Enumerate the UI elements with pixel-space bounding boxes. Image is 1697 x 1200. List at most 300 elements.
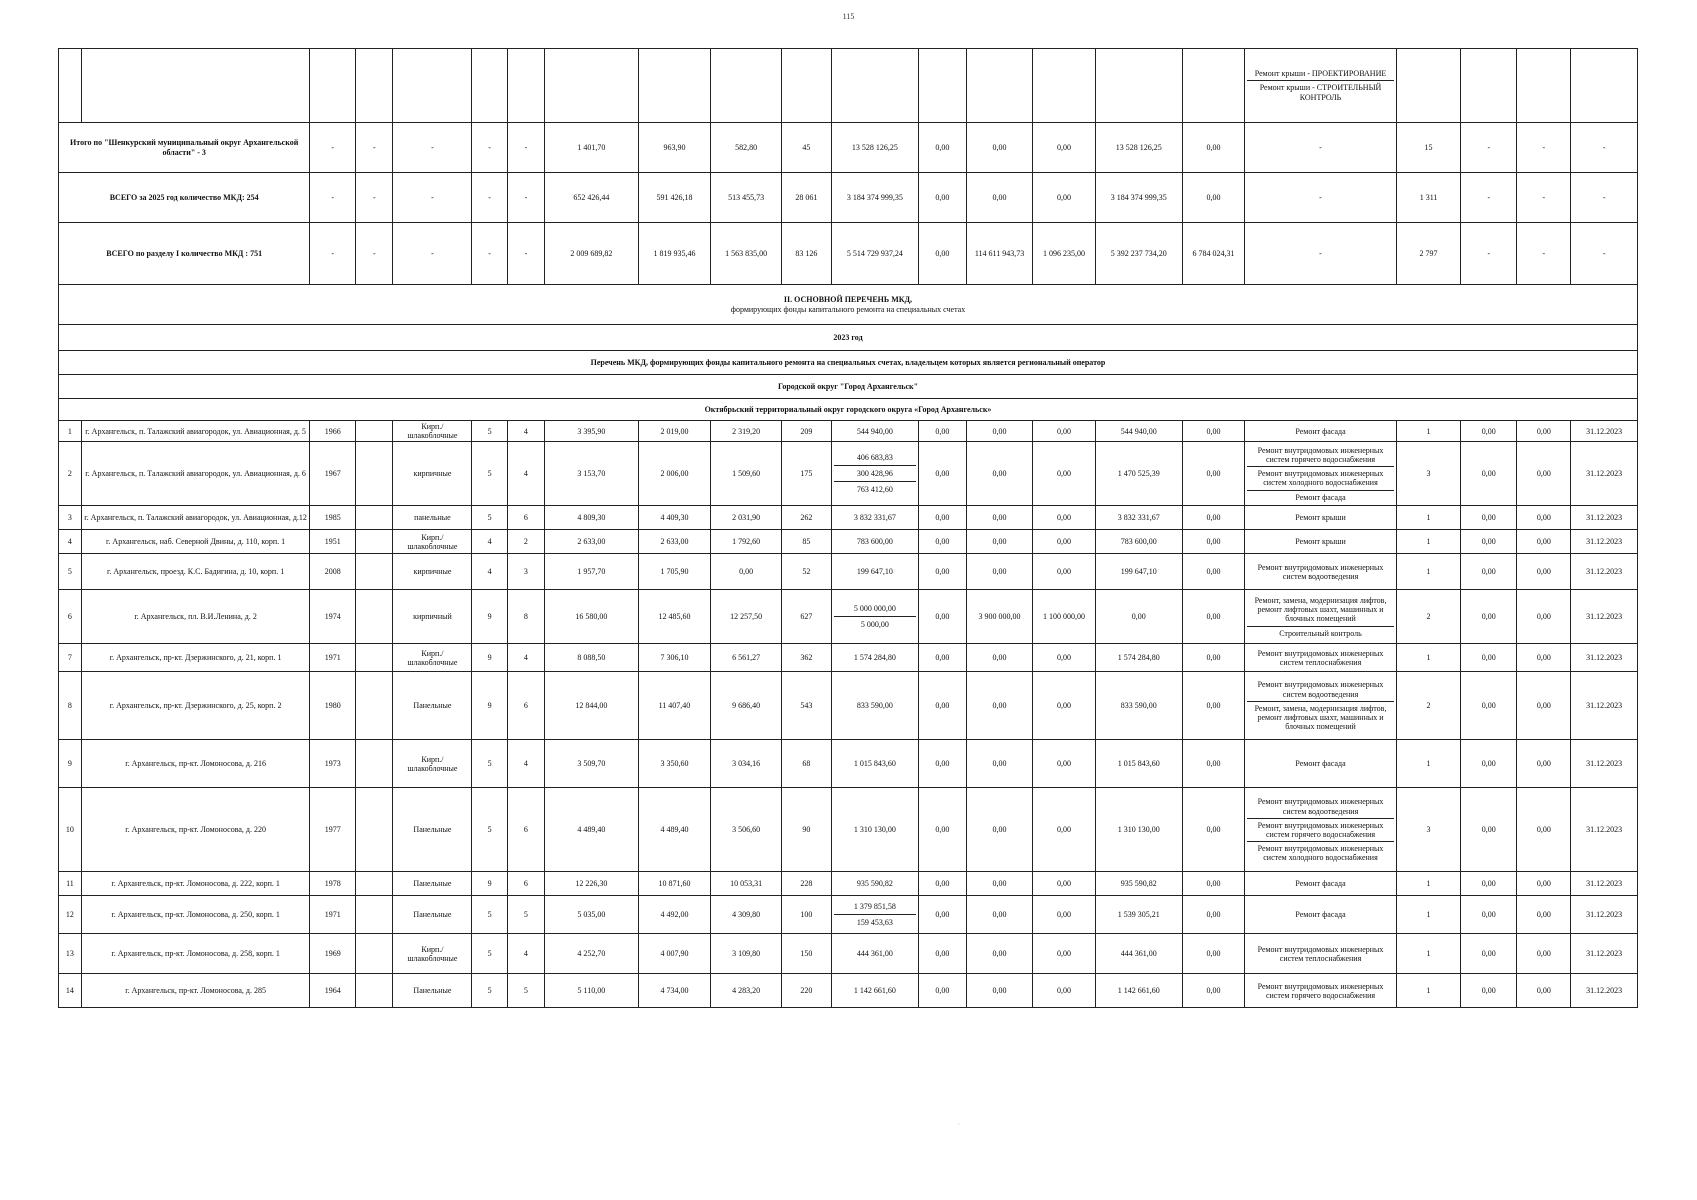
area-premises: 12 485,60 bbox=[638, 590, 711, 644]
col-19: 0,00 bbox=[1461, 421, 1517, 442]
col-20: 0,00 bbox=[1517, 590, 1571, 644]
col-19: 0,00 bbox=[1461, 590, 1517, 644]
work-types bbox=[1245, 934, 1397, 974]
year-built: 1969 bbox=[310, 934, 356, 974]
wall-material: Кирп./ шлакоблочные bbox=[393, 421, 472, 442]
floors: 5 bbox=[472, 506, 507, 530]
cost-total bbox=[831, 442, 918, 506]
work-count: 1 bbox=[1396, 740, 1460, 788]
fund-other: 0,00 bbox=[1182, 421, 1244, 442]
work-item: Ремонт фасада bbox=[1295, 492, 1346, 502]
floors: 9 bbox=[472, 872, 507, 896]
end-date: 31.12.2023 bbox=[1571, 788, 1638, 872]
address: г. Архангельск, п. Талажский авиагородок, ул. Авиационная, д. 5 bbox=[81, 421, 310, 442]
work-types bbox=[1245, 442, 1397, 506]
summary-c5: - bbox=[393, 173, 472, 223]
area-premises: 10 871,60 bbox=[638, 872, 711, 896]
summary-c21: - bbox=[1571, 223, 1638, 285]
col-4 bbox=[356, 896, 393, 934]
work-types bbox=[1245, 590, 1397, 644]
address: г. Архангельск, пл. В.И.Ленина, д. 2 bbox=[81, 590, 310, 644]
fund-local: 0,00 bbox=[1033, 442, 1095, 506]
area-premises: 2 006,00 bbox=[638, 442, 711, 506]
fund-other: 0,00 bbox=[1182, 442, 1244, 506]
residents: 100 bbox=[781, 896, 831, 934]
work-item: Ремонт фасада bbox=[1295, 879, 1346, 889]
area-residential: 2 031,90 bbox=[711, 506, 782, 530]
fund-federal: 0,00 bbox=[919, 896, 967, 934]
wall-material: Панельные bbox=[393, 974, 472, 1008]
summary-c3: - bbox=[310, 123, 356, 173]
work-item: Ремонт крыши - ПРОЕКТИРОВАНИЕ bbox=[1247, 67, 1394, 81]
fund-other: 0,00 bbox=[1182, 740, 1244, 788]
summary-area-premises: 591 426,18 bbox=[638, 173, 711, 223]
summary-c5: - bbox=[393, 123, 472, 173]
col-20: 0,00 bbox=[1517, 530, 1571, 554]
wall-material: кирпичные bbox=[393, 554, 472, 590]
residents: 627 bbox=[781, 590, 831, 644]
summary-work: - bbox=[1245, 223, 1397, 285]
fund-federal: 0,00 bbox=[919, 554, 967, 590]
col-20: 0,00 bbox=[1517, 740, 1571, 788]
cost-item: 783 600,00 bbox=[856, 537, 893, 547]
summary-c7: - bbox=[507, 173, 544, 223]
entrances: 2 bbox=[507, 530, 544, 554]
summary-fund-regional: 0,00 bbox=[966, 173, 1032, 223]
cost-total bbox=[831, 506, 918, 530]
entrances: 4 bbox=[507, 934, 544, 974]
heading-row-subdistrict bbox=[59, 399, 1638, 421]
table-row bbox=[59, 672, 1638, 740]
area-premises: 1 705,90 bbox=[638, 554, 711, 590]
summary-row bbox=[59, 223, 1638, 285]
col-20: 0,00 bbox=[1517, 442, 1571, 506]
area-total: 3 153,70 bbox=[545, 442, 638, 506]
row-number: 8 bbox=[59, 672, 82, 740]
work-item: Ремонт внутридомовых инженерных систем водоотведения bbox=[1247, 795, 1394, 818]
cost-item: 1 142 661,60 bbox=[853, 986, 896, 996]
area-residential: 3 506,60 bbox=[711, 788, 782, 872]
fund-owners: 1 539 305,21 bbox=[1095, 896, 1182, 934]
work-item: Ремонт внутридомовых инженерных систем холодного водоснабжения bbox=[1247, 467, 1394, 490]
row-number: 7 bbox=[59, 644, 82, 672]
year-built: 1974 bbox=[310, 590, 356, 644]
end-date: 31.12.2023 bbox=[1571, 872, 1638, 896]
fund-owners: 444 361,00 bbox=[1095, 934, 1182, 974]
cost-item: 5 000,00 bbox=[860, 620, 889, 630]
summary-area-total: 2 009 689,82 bbox=[545, 223, 638, 285]
floors: 5 bbox=[472, 934, 507, 974]
col-20: 0,00 bbox=[1517, 934, 1571, 974]
cost-total bbox=[831, 974, 918, 1008]
summary-area-total: 1 401,70 bbox=[545, 123, 638, 173]
fund-federal: 0,00 bbox=[919, 421, 967, 442]
work-types bbox=[1245, 788, 1397, 872]
col-4 bbox=[356, 530, 393, 554]
entrances: 3 bbox=[507, 554, 544, 590]
work-item: Ремонт фасада bbox=[1295, 426, 1346, 436]
floors: 5 bbox=[472, 974, 507, 1008]
col-20: 0,00 bbox=[1517, 672, 1571, 740]
year-built: 1977 bbox=[310, 788, 356, 872]
summary-area-premises: 963,90 bbox=[638, 123, 711, 173]
summary-fund-other: 0,00 bbox=[1182, 173, 1244, 223]
page-number: 115 bbox=[842, 12, 855, 21]
end-date: 31.12.2023 bbox=[1571, 896, 1638, 934]
cost-item: 1 015 843,60 bbox=[853, 759, 896, 769]
summary-residents: 83 126 bbox=[781, 223, 831, 285]
floors: 5 bbox=[472, 788, 507, 872]
wall-material: Кирп./ шлакоблочные bbox=[393, 530, 472, 554]
heading-row-district bbox=[59, 375, 1638, 399]
fund-federal: 0,00 bbox=[919, 644, 967, 672]
fund-regional: 0,00 bbox=[966, 442, 1032, 506]
work-item: Ремонт, замена, модернизация лифтов, ремонт лифтовых шахт, машинных и блочных помещений bbox=[1247, 594, 1394, 627]
fund-regional: 0,00 bbox=[966, 530, 1032, 554]
work-count: 1 bbox=[1396, 554, 1460, 590]
fund-local: 0,00 bbox=[1033, 740, 1095, 788]
register-table bbox=[58, 48, 1638, 1008]
address: г. Архангельск, пр-кт. Ломоносова, д. 220 bbox=[81, 788, 310, 872]
work-count: 1 bbox=[1396, 506, 1460, 530]
fund-local: 0,00 bbox=[1033, 788, 1095, 872]
work-item: Ремонт, замена, модернизация лифтов, ремонт лифтовых шахт, машинных и блочных помещений bbox=[1254, 703, 1387, 732]
area-residential: 6 561,27 bbox=[711, 644, 782, 672]
cost-total bbox=[831, 421, 918, 442]
residents: 228 bbox=[781, 872, 831, 896]
fund-federal: 0,00 bbox=[919, 530, 967, 554]
year-built: 1980 bbox=[310, 672, 356, 740]
work-item: Ремонт внутридомовых инженерных систем холодного водоснабжения bbox=[1257, 844, 1384, 863]
area-residential: 0,00 bbox=[711, 554, 782, 590]
summary-c19: - bbox=[1461, 223, 1517, 285]
fund-other: 0,00 bbox=[1182, 896, 1244, 934]
summary-c21: - bbox=[1571, 173, 1638, 223]
col-19: 0,00 bbox=[1461, 672, 1517, 740]
fund-regional: 0,00 bbox=[966, 506, 1032, 530]
cost-item: 5 000 000,00 bbox=[834, 601, 916, 617]
end-date: 31.12.2023 bbox=[1571, 590, 1638, 644]
row-number: 1 bbox=[59, 421, 82, 442]
scan-mark: · bbox=[958, 1122, 960, 1128]
work-item: Ремонт внутридомовых инженерных систем горячего водоснабжения bbox=[1257, 981, 1384, 1000]
address: г. Архангельск, пр-кт. Ломоносова, д. 250, корп. 1 bbox=[81, 896, 310, 934]
row-number: 4 bbox=[59, 530, 82, 554]
fund-regional: 0,00 bbox=[966, 644, 1032, 672]
summary-fund-owners: 13 528 126,25 bbox=[1095, 123, 1182, 173]
entrances: 6 bbox=[507, 788, 544, 872]
summary-c7: - bbox=[507, 223, 544, 285]
area-premises: 11 407,40 bbox=[638, 672, 711, 740]
residents: 68 bbox=[781, 740, 831, 788]
residents: 362 bbox=[781, 644, 831, 672]
address: г. Архангельск, пр-кт. Ломоносова, д. 216 bbox=[81, 740, 310, 788]
fund-owners: 1 574 284,80 bbox=[1095, 644, 1182, 672]
heading-subdistrict: Октябрьский территориальный округ городского округа «Город Архангельск» bbox=[59, 399, 1638, 421]
work-count: 2 bbox=[1396, 590, 1460, 644]
end-date: 31.12.2023 bbox=[1571, 644, 1638, 672]
wall-material: Кирп./ шлакоблочные bbox=[393, 740, 472, 788]
fund-owners: 544 940,00 bbox=[1095, 421, 1182, 442]
fund-other: 0,00 bbox=[1182, 872, 1244, 896]
entrances: 6 bbox=[507, 506, 544, 530]
summary-area-premises: 1 819 935,46 bbox=[638, 223, 711, 285]
year-built: 1971 bbox=[310, 896, 356, 934]
summary-fund-other: 6 784 024,31 bbox=[1182, 223, 1244, 285]
area-total: 12 226,30 bbox=[545, 872, 638, 896]
wall-material: Кирп./ шлакоблочные bbox=[393, 934, 472, 974]
section-subtitle: формирующих фонды капитального ремонта на специальных счетах bbox=[730, 304, 966, 314]
year-built: 1964 bbox=[310, 974, 356, 1008]
fund-regional: 0,00 bbox=[966, 421, 1032, 442]
area-total: 5 110,00 bbox=[545, 974, 638, 1008]
area-total: 1 957,70 bbox=[545, 554, 638, 590]
col-19: 0,00 bbox=[1461, 872, 1517, 896]
row-number: 12 bbox=[59, 896, 82, 934]
cost-item: 544 940,00 bbox=[856, 426, 893, 436]
table-row bbox=[59, 740, 1638, 788]
area-residential: 4 309,80 bbox=[711, 896, 782, 934]
area-premises: 3 350,60 bbox=[638, 740, 711, 788]
summary-fund-federal: 0,00 bbox=[919, 123, 967, 173]
cost-total bbox=[831, 590, 918, 644]
table-row bbox=[59, 644, 1638, 672]
wall-material: Кирп./ шлакоблочные bbox=[393, 644, 472, 672]
cost-item: 406 683,83 bbox=[834, 450, 916, 466]
row-number: 14 bbox=[59, 974, 82, 1008]
work-types bbox=[1245, 554, 1397, 590]
col-19: 0,00 bbox=[1461, 740, 1517, 788]
summary-c20: - bbox=[1517, 223, 1571, 285]
fund-other: 0,00 bbox=[1182, 788, 1244, 872]
fund-other: 0,00 bbox=[1182, 590, 1244, 644]
address: г. Архангельск, пр-кт. Дзержинского, д. 25, корп. 2 bbox=[81, 672, 310, 740]
area-premises: 4 734,00 bbox=[638, 974, 711, 1008]
residents: 220 bbox=[781, 974, 831, 1008]
end-date: 31.12.2023 bbox=[1571, 974, 1638, 1008]
work-count: 1 bbox=[1396, 421, 1460, 442]
work-item: Ремонт внутридомовых инженерных систем теплоснабжения bbox=[1257, 944, 1384, 963]
table-row bbox=[59, 506, 1638, 530]
residents: 175 bbox=[781, 442, 831, 506]
cost-item: 1 379 851,58 bbox=[834, 899, 916, 915]
col-19: 0,00 bbox=[1461, 644, 1517, 672]
cost-total bbox=[831, 554, 918, 590]
col-4 bbox=[356, 974, 393, 1008]
summary-c6: - bbox=[472, 123, 507, 173]
entrances: 5 bbox=[507, 974, 544, 1008]
col-4 bbox=[356, 872, 393, 896]
row-number: 9 bbox=[59, 740, 82, 788]
address: г. Архангельск, пр-кт. Дзержинского, д. 21, корп. 1 bbox=[81, 644, 310, 672]
residents: 262 bbox=[781, 506, 831, 530]
col-19: 0,00 bbox=[1461, 442, 1517, 506]
fund-other: 0,00 bbox=[1182, 506, 1244, 530]
summary-c20: - bbox=[1517, 123, 1571, 173]
row-number: 6 bbox=[59, 590, 82, 644]
area-premises: 4 492,00 bbox=[638, 896, 711, 934]
floors: 4 bbox=[472, 530, 507, 554]
table-row bbox=[59, 421, 1638, 442]
work-types bbox=[1245, 974, 1397, 1008]
year-built: 1973 bbox=[310, 740, 356, 788]
floors: 9 bbox=[472, 672, 507, 740]
cost-total bbox=[831, 896, 918, 934]
area-total: 12 844,00 bbox=[545, 672, 638, 740]
work-item: Ремонт внутридомовых инженерных систем водоотведения bbox=[1257, 562, 1384, 581]
fund-other: 0,00 bbox=[1182, 554, 1244, 590]
area-premises: 2 019,00 bbox=[638, 421, 711, 442]
area-residential: 10 053,31 bbox=[711, 872, 782, 896]
col-20: 0,00 bbox=[1517, 788, 1571, 872]
floors: 4 bbox=[472, 554, 507, 590]
work-item: Ремонт фасада bbox=[1295, 759, 1346, 769]
wall-material: кирпичные bbox=[393, 442, 472, 506]
work-count: 1 bbox=[1396, 896, 1460, 934]
area-total: 4 252,70 bbox=[545, 934, 638, 974]
summary-c20: - bbox=[1517, 173, 1571, 223]
cost-total bbox=[831, 672, 918, 740]
fund-federal: 0,00 bbox=[919, 788, 967, 872]
summary-area-total: 652 426,44 bbox=[545, 173, 638, 223]
wall-material: панельные bbox=[393, 506, 472, 530]
address: г. Архангельск, п. Талажский авиагородок, ул. Авиационная, д.12 bbox=[81, 506, 310, 530]
work-item: Ремонт крыши bbox=[1295, 513, 1346, 523]
work-types bbox=[1245, 644, 1397, 672]
summary-fund-federal: 0,00 bbox=[919, 223, 967, 285]
table-row bbox=[59, 530, 1638, 554]
fund-regional: 0,00 bbox=[966, 872, 1032, 896]
fund-regional: 0,00 bbox=[966, 554, 1032, 590]
summary-c5: - bbox=[393, 223, 472, 285]
col-4 bbox=[356, 554, 393, 590]
summary-c3: - bbox=[310, 173, 356, 223]
work-types bbox=[1245, 896, 1397, 934]
col-4 bbox=[356, 672, 393, 740]
cost-item: 1 574 284,80 bbox=[853, 653, 896, 663]
summary-c6: - bbox=[472, 173, 507, 223]
summary-row bbox=[59, 123, 1638, 173]
area-total: 5 035,00 bbox=[545, 896, 638, 934]
register-body bbox=[59, 49, 1638, 1008]
area-residential: 4 283,20 bbox=[711, 974, 782, 1008]
area-residential: 12 257,50 bbox=[711, 590, 782, 644]
table-row bbox=[59, 554, 1638, 590]
fund-other: 0,00 bbox=[1182, 934, 1244, 974]
entrances: 5 bbox=[507, 896, 544, 934]
summary-c6: - bbox=[472, 223, 507, 285]
fund-regional: 0,00 bbox=[966, 974, 1032, 1008]
cost-total bbox=[831, 740, 918, 788]
register-sheet bbox=[58, 48, 1638, 1008]
summary-c4: - bbox=[356, 173, 393, 223]
summary-row bbox=[59, 173, 1638, 223]
fund-local: 0,00 bbox=[1033, 506, 1095, 530]
work-types bbox=[1245, 421, 1397, 442]
summary-fund-other: 0,00 bbox=[1182, 123, 1244, 173]
cost-item: 199 647,10 bbox=[856, 567, 893, 577]
heading-row-year bbox=[59, 325, 1638, 351]
summary-cost-total: 5 514 729 937,24 bbox=[831, 223, 918, 285]
floors: 5 bbox=[472, 740, 507, 788]
summary-c19: - bbox=[1461, 173, 1517, 223]
area-total: 3 395,90 bbox=[545, 421, 638, 442]
col-20: 0,00 bbox=[1517, 421, 1571, 442]
end-date: 31.12.2023 bbox=[1571, 442, 1638, 506]
work-item: Ремонт внутридомовых инженерных систем горячего водоснабжения bbox=[1247, 819, 1394, 842]
cost-total bbox=[831, 934, 918, 974]
row-number: 10 bbox=[59, 788, 82, 872]
fund-local: 1 100 000,00 bbox=[1033, 590, 1095, 644]
cost-total bbox=[831, 872, 918, 896]
fund-owners: 3 832 331,67 bbox=[1095, 506, 1182, 530]
fund-local: 0,00 bbox=[1033, 554, 1095, 590]
end-date: 31.12.2023 bbox=[1571, 672, 1638, 740]
col-4 bbox=[356, 788, 393, 872]
fund-local: 0,00 bbox=[1033, 974, 1095, 1008]
end-date: 31.12.2023 bbox=[1571, 740, 1638, 788]
col-4 bbox=[356, 644, 393, 672]
fund-local: 0,00 bbox=[1033, 644, 1095, 672]
address: г. Архангельск, пр-кт. Ломоносова, д. 258, корп. 1 bbox=[81, 934, 310, 974]
fund-federal: 0,00 bbox=[919, 442, 967, 506]
residents: 90 bbox=[781, 788, 831, 872]
summary-area-residential: 582,80 bbox=[711, 123, 782, 173]
address: г. Архангельск, пр-кт. Ломоносова, д. 222, корп. 1 bbox=[81, 872, 310, 896]
summary-residents: 28 061 bbox=[781, 173, 831, 223]
address: г. Архангельск, проезд. К.С. Бадигина, д. 10, корп. 1 bbox=[81, 554, 310, 590]
summary-label: ВСЕГО за 2025 год количество МКД: 254 bbox=[59, 173, 310, 223]
col-4 bbox=[356, 421, 393, 442]
area-premises: 4 409,30 bbox=[638, 506, 711, 530]
fund-federal: 0,00 bbox=[919, 506, 967, 530]
summary-c19: - bbox=[1461, 123, 1517, 173]
fund-local: 0,00 bbox=[1033, 421, 1095, 442]
entrances: 4 bbox=[507, 644, 544, 672]
entrances: 6 bbox=[507, 672, 544, 740]
work-count: 2 bbox=[1396, 672, 1460, 740]
year-built: 2008 bbox=[310, 554, 356, 590]
fund-federal: 0,00 bbox=[919, 974, 967, 1008]
work-item: Ремонт крыши bbox=[1295, 537, 1346, 547]
work-count: 1 bbox=[1396, 934, 1460, 974]
residents: 543 bbox=[781, 672, 831, 740]
fund-local: 0,00 bbox=[1033, 530, 1095, 554]
fund-owners: 783 600,00 bbox=[1095, 530, 1182, 554]
work-types bbox=[1245, 872, 1397, 896]
cost-total bbox=[831, 644, 918, 672]
area-premises: 7 306,10 bbox=[638, 644, 711, 672]
row-number: 11 bbox=[59, 872, 82, 896]
entrances: 4 bbox=[507, 421, 544, 442]
address: г. Архангельск, пр-кт. Ломоносова, д. 285 bbox=[81, 974, 310, 1008]
col-19: 0,00 bbox=[1461, 788, 1517, 872]
work-count: 3 bbox=[1396, 442, 1460, 506]
table-row bbox=[59, 974, 1638, 1008]
fund-owners: 935 590,82 bbox=[1095, 872, 1182, 896]
address: г. Архангельск, п. Талажский авиагородок, ул. Авиационная, д. 6 bbox=[81, 442, 310, 506]
fund-local: 0,00 bbox=[1033, 934, 1095, 974]
work-types bbox=[1245, 740, 1397, 788]
entrances: 6 bbox=[507, 872, 544, 896]
cost-item: 833 590,00 bbox=[856, 701, 893, 711]
summary-work: - bbox=[1245, 173, 1397, 223]
area-premises: 4 489,40 bbox=[638, 788, 711, 872]
fund-regional: 0,00 bbox=[966, 740, 1032, 788]
summary-c4: - bbox=[356, 123, 393, 173]
work-types bbox=[1245, 530, 1397, 554]
section-heading-row bbox=[59, 285, 1638, 325]
